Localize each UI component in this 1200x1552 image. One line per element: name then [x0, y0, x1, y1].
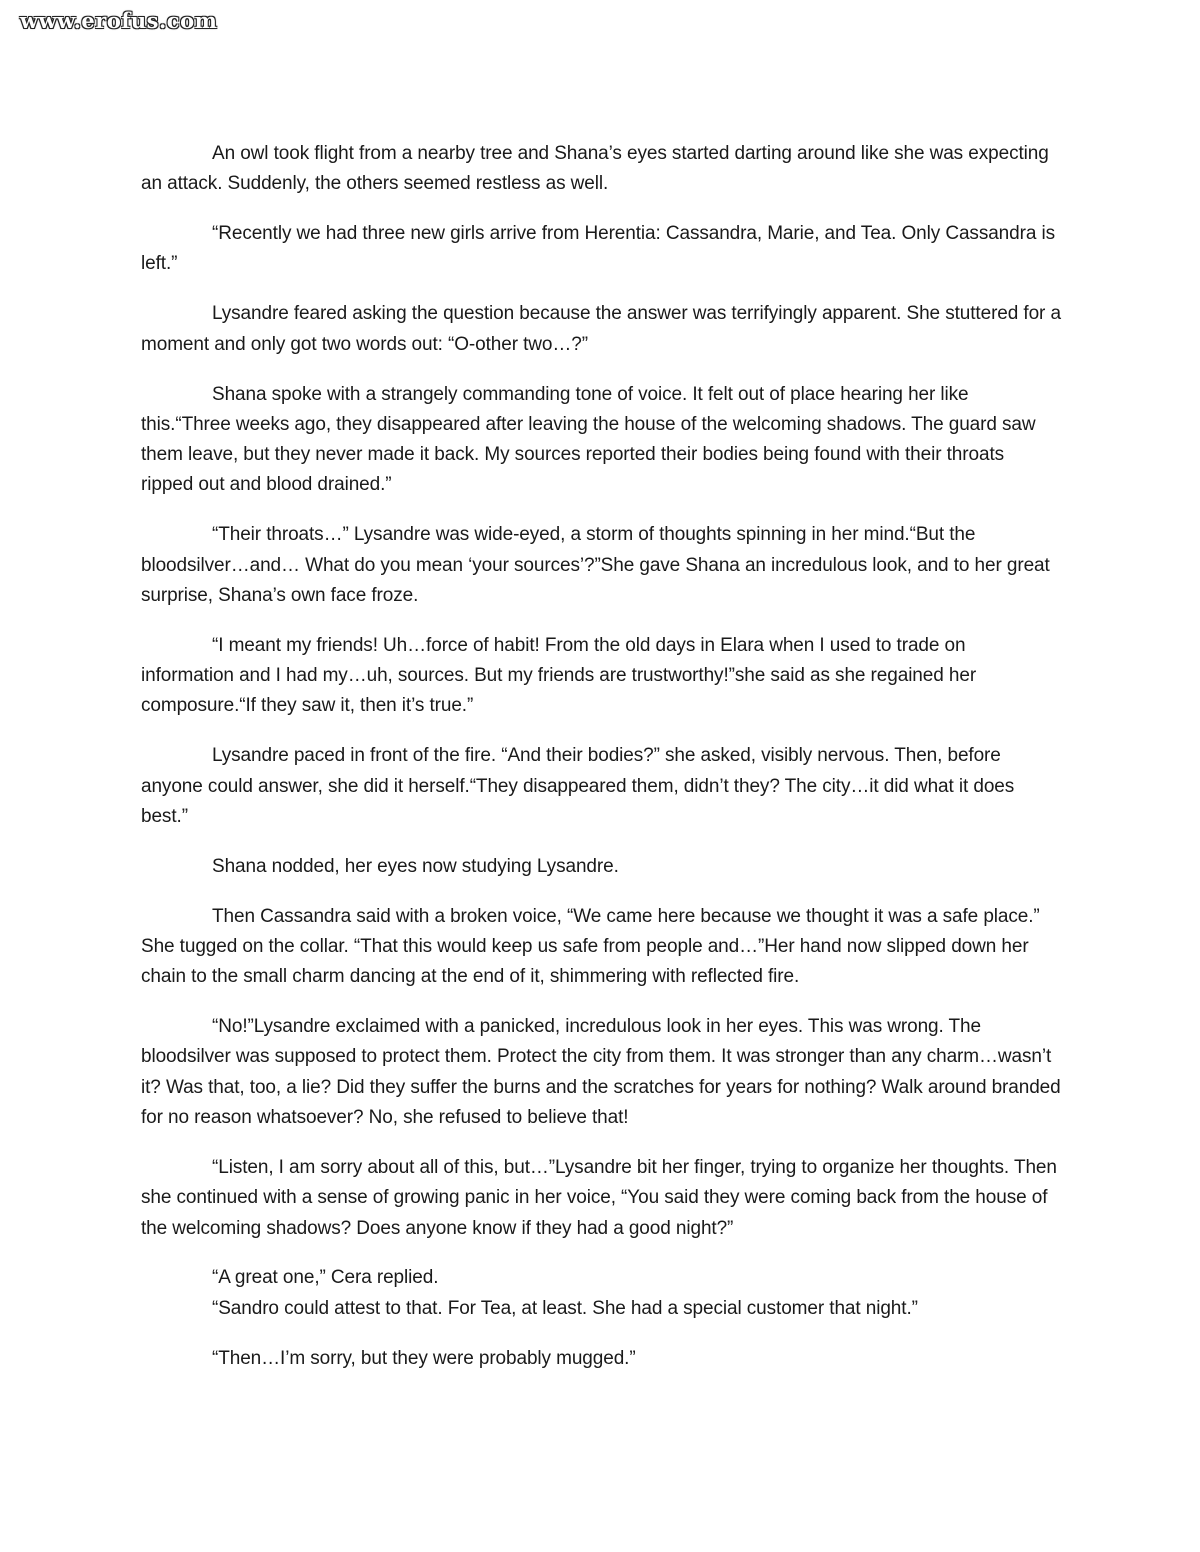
- paragraph: Shana spoke with a strangely commanding tone of voice. It felt out of place hearing her like this.“Three weeks ago, they disappeared after leaving the house of the welcoming shadows. The guard saw them leave, but they never made it back. My sources reported their bodies being found with their throats ripped out and blood drained.”: [141, 383, 1036, 496]
- paragraph: An owl took flight from a nearby tree and Shana’s eyes started darting around like she was expecting an attack. Suddenly, the others seemed restless as well.: [141, 143, 1049, 195]
- paragraph: “Listen, I am sorry about all of this, but…”Lysandre bit her finger, trying to organize her thoughts. Then she continued with a sense of growing panic in her voice, “You said they were coming back from the house of the welcoming shadows? Does anyone know if they had a good night?”: [141, 1156, 1057, 1239]
- paragraph: Lysandre paced in front of the fire. “And their bodies?” she asked, visibly nervous. Then, before anyone could answer, she did it herself.“They disappeared them, didn’t they? The city…it did what it does best.”: [141, 745, 1015, 827]
- paragraph: “Recently we had three new girls arrive from Herentia: Cassandra, Marie, and Tea. Only Cassandra is left.”: [141, 223, 1056, 275]
- document-page: [141, 139, 1061, 1374]
- paragraph: Lysandre feared asking the question because the answer was terrifyingly apparent. She stuttered for a moment and only got two words out: “O-other two…?”: [141, 303, 1061, 355]
- paragraph: “Then…I’m sorry, but they were probably mugged.”: [212, 1347, 636, 1369]
- paragraph: Shana nodded, her eyes now studying Lysandre.: [212, 855, 619, 877]
- paragraph: “A great one,” Cera replied.: [212, 1267, 439, 1289]
- paragraph: “I meant my friends! Uh…force of habit! From the old days in Elara when I used to trade on information and I had my…uh, sources. But my friends are trustworthy!”she said as she regained her composure.“If they saw it, then it’s true.”: [141, 634, 977, 717]
- paragraph: “Sandro could attest to that. For Tea, at least. She had a special customer that night.”: [212, 1297, 918, 1319]
- paragraph: Then Cassandra said with a broken voice, “We came here because we thought it was a safe place.” She tugged on the collar. “That this would keep us safe from people and…”Her hand now slipped down her chain to the small charm dancing at the end of it, shimmering with reflected fire.: [141, 905, 1040, 988]
- paragraph: “No!”Lysandre exclaimed with a panicked, incredulous look in her eyes. This was wrong. The bloodsilver was supposed to protect them. Protect the city from them. It was stronger than any charm…wasn’t it? Was that, too, a lie? Did they suffer the burns and the scratches for years for nothing? Walk around branded for no reason whatsoever? No, she refused to believe that!: [141, 1016, 1061, 1129]
- watermark-text: www.erofus.com: [20, 8, 218, 33]
- paragraph: “Their throats…” Lysandre was wide-eyed, a storm of thoughts spinning in her mind.“But the bloodsilver…and… What do you mean ‘your sources’?”She gave Shana an incredulous look, and to her great surprise, Shana’s own face froze.: [141, 524, 1050, 606]
